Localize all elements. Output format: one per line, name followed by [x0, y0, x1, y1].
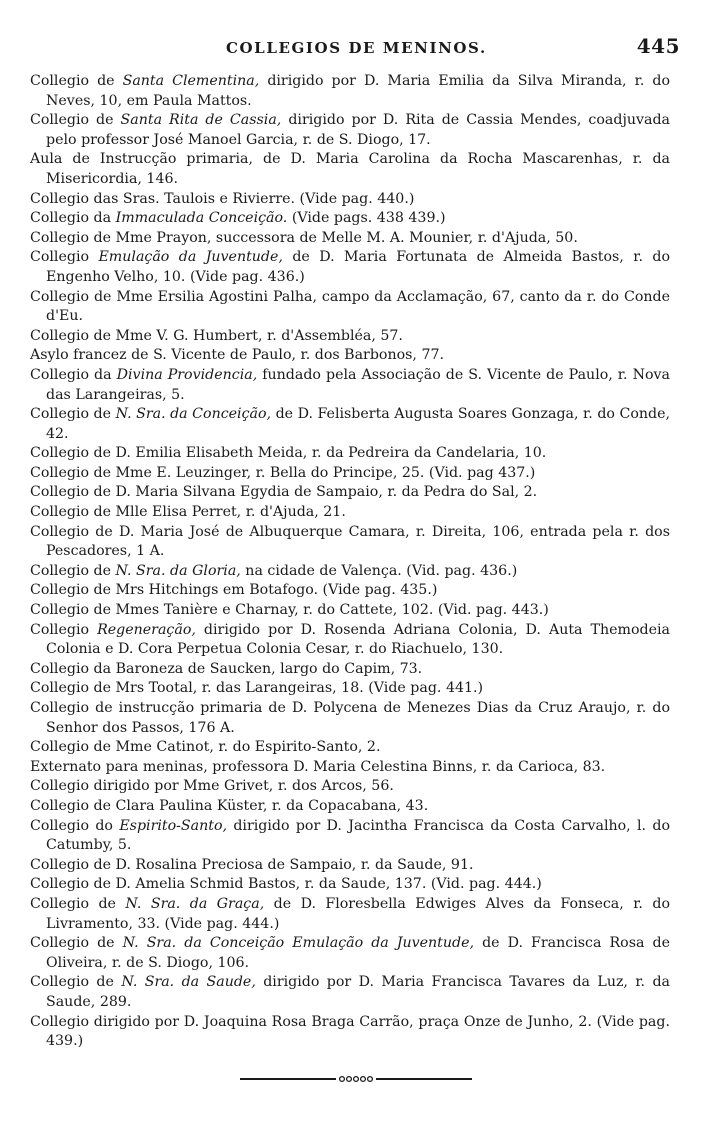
entry-text: dirigido por D. Rita de Cassia Mendes, coadjuvada pelo professor José Manoel Garcia, r. de S. Diogo, 17. — [46, 112, 671, 148]
page-header — [40, 34, 680, 62]
entry-text: dirigido por D. Maria Emilia da Silva Miranda, r. do Neves, 10, em Paula Mattos. — [46, 73, 671, 109]
college-entry — [30, 738, 670, 758]
entry-text: Collegio de — [30, 112, 121, 129]
college-entry — [30, 621, 670, 660]
college-entry — [30, 248, 670, 287]
entry-text: de D. Francisca Rosa de Oliveira, r. de S. Diogo, 106. — [46, 935, 670, 971]
college-entry — [30, 601, 670, 621]
entry-text: Collegio de Clara Paulina Küster, r. da Copacabana, 43. — [30, 797, 429, 814]
entry-text: Collegio da — [30, 366, 117, 383]
entry-text: Collegio de — [30, 73, 123, 89]
college-entry — [30, 503, 670, 523]
running-head: COLLEGIOS DE MENINOS. — [225, 39, 487, 57]
entry-text: Collegio de — [30, 974, 122, 991]
entry-text: Collegio de D. Emilia Elisabeth Meida, r. da Pedreira da Candelaria, 10. — [30, 445, 547, 462]
entry-text: Collegio de Mrs Tootal, r. das Larangeiras, 18. (Vide pag. 441.) — [30, 680, 484, 697]
college-entry — [30, 288, 670, 327]
entry-text: Collegio de Mme Catinot, r. do Espirito-Santo, 2. — [30, 739, 381, 756]
entry-text: Collegio do — [30, 817, 120, 834]
entry-italic-name: Santa Rita de Cassia, — [120, 112, 282, 129]
college-entry — [30, 895, 670, 934]
entry-italic-name: Espirito-Santo, — [119, 817, 227, 834]
entry-text: Collegio de D. Rosalina Preciosa de Sampaio, r. da Saude, 91. — [30, 856, 474, 873]
college-entry — [30, 875, 670, 895]
entry-text: Collegio de Mrs Hitchings em Botafogo. (Vide pag. 435.) — [30, 582, 438, 599]
entry-text: Collegio das Sras. Taulois e Rivierre. (Vide pag. 440.) — [30, 190, 415, 207]
college-entry — [30, 699, 670, 738]
entry-text: Collegio de D. Maria José de Albuquerque Camara, r. Direita, 106, entrada pela r. dos Pescadores, 1 A. — [30, 523, 670, 560]
entry-text: Collegio — [30, 621, 98, 638]
entry-text: Collegio dirigido por Mme Grivet, r. dos Arcos, 56. — [30, 778, 394, 795]
college-entry — [30, 111, 670, 150]
entry-text: Collegio da — [30, 210, 116, 227]
page-number: 445 — [636, 34, 680, 58]
entry-text: Externato para meninas, professora D. Maria Celestina Binns, r. da Carioca, 83. — [30, 758, 606, 775]
college-entry — [30, 444, 670, 464]
entry-italic-name: N. Sra. da Saude, — [121, 974, 256, 991]
college-list — [30, 72, 670, 1052]
entry-italic-name: N. Sra. da Gloria, — [115, 562, 241, 579]
entry-text: fundado pela Associação de S. Vicente de Paulo, r. Nova das Larangeiras, 5. — [46, 366, 671, 403]
entry-text: Asylo francez de S. Vicente de Paulo, r. dos Barbonos, 77. — [30, 347, 445, 364]
entry-text: Collegio de — [30, 935, 123, 952]
entry-italic-name: Regeneração, — [97, 621, 196, 638]
college-entry — [30, 464, 670, 484]
college-entry — [30, 523, 670, 562]
college-entry — [30, 660, 670, 680]
college-entry — [30, 346, 670, 366]
entry-italic-name: N. Sra. da Conceição Emulação da Juventude, — [122, 935, 475, 952]
entry-text: Collegio de Mme Ersilia Agostini Palha, campo da Acclamação, 67, canto da r. do Conde d'Eu. — [30, 288, 670, 325]
college-entry — [30, 405, 670, 444]
entry-text: Collegio — [30, 249, 99, 266]
entry-text: dirigido por D. Maria Francisca Tavares da Luz, r. da Saude, 289. — [46, 974, 671, 1010]
college-entry — [30, 817, 670, 856]
entry-text: Collegio da Baroneza de Saucken, largo do Capim, 73. — [30, 660, 423, 677]
college-entry — [30, 366, 670, 405]
college-entry — [30, 72, 670, 111]
entry-text: Collegio de — [30, 895, 126, 912]
entry-text: Aula de Instrucção primaria, de D. Maria Carolina da Rocha Mascarenhas, r. da Misericordia, 146. — [30, 151, 670, 187]
entry-text: dirigido por D. Jacintha Francisca da Costa Carvalho, l. do Catumby, 5. — [46, 817, 670, 854]
entry-text: de D. Floresbella Edwiges Alves da Fonseca, r. do Livramento, 33. (Vide pag. 444.) — [46, 895, 670, 932]
college-entry — [30, 562, 670, 582]
college-entry — [30, 973, 670, 1012]
college-entry — [30, 483, 670, 503]
college-entry — [30, 209, 670, 229]
entry-text: Collegio de instrucção primaria de D. Polycena de Menezes Dias da Cruz Araujo, r. do Senhor dos Passos, 176 A. — [30, 700, 670, 736]
entry-text: Collegio de — [30, 562, 116, 579]
entry-text: Collegio de Mme Prayon, successora de Melle M. A. Mounier, r. d'Ajuda, 50. — [30, 229, 578, 246]
entry-text: Collegio de Mme V. G. Humbert, r. d'Assembléa, 57. — [30, 327, 403, 344]
entry-text: Collegio de — [30, 406, 116, 423]
entry-text: Collegio de Mlle Elisa Perret, r. d'Ajuda, 21. — [30, 504, 346, 521]
college-entry — [30, 1013, 670, 1052]
entry-text: de D. Felisberta Augusta Soares Gonzaga, r. do Conde, 42. — [46, 406, 670, 442]
entry-italic-name: N. Sra. da Conceição, — [115, 406, 272, 423]
college-entry — [30, 856, 670, 876]
entry-italic-name: Immaculada Conceição. — [115, 210, 288, 227]
entry-text: (Vide pags. 438 439.) — [287, 210, 446, 227]
entry-text: Collegio de D. Maria Silvana Egydia de Sampaio, r. da Pedra do Sal, 2. — [30, 484, 538, 501]
entry-text: Collegio de D. Amelia Schmid Bastos, r. da Saude, 137. (Vid. pag. 444.) — [30, 876, 542, 893]
end-ornament — [240, 1075, 472, 1083]
college-entry — [30, 777, 670, 797]
entry-text: Collegio de Mmes Tanière e Charnay, r. do Cattete, 102. (Vid. pag. 443.) — [30, 602, 549, 619]
entry-italic-name: N. Sra. da Graça, — [125, 895, 265, 912]
entry-text: Collegio de Mme E. Leuzinger, r. Bella do Principe, 25. (Vid. pag 437.) — [30, 464, 536, 481]
entry-italic-name: Emulação da Juventude, — [98, 249, 283, 266]
entry-text: na cidade de Valença. (Vid. pag. 436.) — [240, 562, 518, 579]
entry-text: Collegio dirigido por D. Joaquina Rosa Braga Carrão, praça Onze de Junho, 2. (Vide pag. 439.) — [30, 1013, 670, 1050]
college-entry — [30, 229, 670, 249]
entry-italic-name: Santa Clementina, — [122, 73, 260, 89]
college-entry — [30, 327, 670, 347]
entry-text: dirigido por D. Rosenda Adriana Colonia, D. Auta Themodeia Colonia e D. Cora Perpetua Colonia Cesar, r. do Riachuelo, 130. — [46, 621, 670, 658]
college-entry — [30, 679, 670, 699]
college-entry — [30, 934, 670, 973]
college-entry — [30, 190, 670, 210]
entry-text: de D. Maria Fortunata de Almeida Bastos, r. do Engenho Velho, 10. (Vide pag. 436.) — [46, 249, 671, 285]
college-entry — [30, 797, 670, 817]
college-entry — [30, 581, 670, 601]
college-entry — [30, 150, 670, 189]
entry-italic-name: Divina Providencia, — [116, 366, 258, 383]
college-entry — [30, 758, 670, 778]
